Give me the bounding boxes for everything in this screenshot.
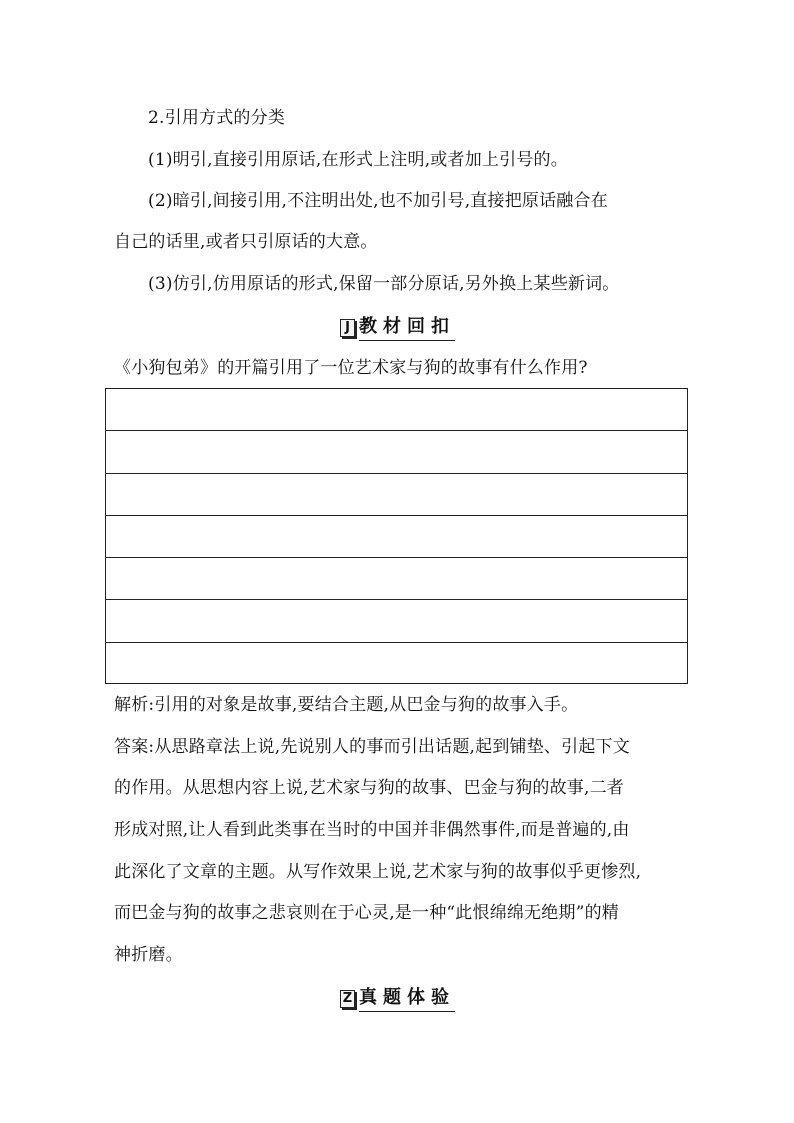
answer-line[interactable] <box>106 643 687 685</box>
section-badge-z-icon: Z <box>340 990 355 1008</box>
answer-line-5: 而巴金与狗的故事之悲哀则在于心灵,是一种“此恨绵绵无绝期”的精 <box>114 903 619 923</box>
answer-writing-box[interactable] <box>105 388 688 684</box>
answer-line[interactable] <box>106 431 687 473</box>
method-item-1: (1)明引,直接引用原话,在形式上注明,或者加上引号的。 <box>148 150 568 170</box>
answer-line[interactable] <box>106 558 687 600</box>
exam-section-title <box>340 986 455 1012</box>
textbook-section-label: 教材回扣 <box>359 315 455 341</box>
answer-line-3: 形成对照,让人看到此类事在当时的中国并非偶然事件,而是普遍的,由 <box>114 820 630 840</box>
section-badge-j-icon: J <box>340 319 355 337</box>
answer-line-4: 此深化了文章的主题。从写作效果上说,艺术家与狗的故事似乎更惨烈, <box>114 862 642 882</box>
textbook-section-title <box>340 315 455 341</box>
analysis-text: 解析:引用的对象是故事,要结合主题,从巴金与狗的故事入手。 <box>114 695 579 715</box>
answer-line-6: 神折磨。 <box>114 945 183 965</box>
answer-line-2: 的作用。从思想内容上说,艺术家与狗的故事、巴金与狗的故事,二者 <box>114 778 625 798</box>
answer-line[interactable] <box>106 474 687 516</box>
method-item-2-line-2: 自己的话里,或者只引原话的大意。 <box>114 232 378 252</box>
textbook-question: 《小狗包弟》的开篇引用了一位艺术家与狗的故事有什么作用? <box>114 358 588 378</box>
method-heading: 2.引用方式的分类 <box>148 108 286 128</box>
method-item-2-line-1: (2)暗引,间接引用,不注明出处,也不加引号,直接把原话融合在 <box>148 191 608 211</box>
answer-line-1: 答案:从思路章法上说,先说别人的事而引出话题,起到铺垫、引起下文 <box>114 737 630 757</box>
answer-line[interactable] <box>106 516 687 558</box>
method-item-3: (3)仿引,仿用原话的形式,保留一部分原话,另外换上某些新词。 <box>148 274 620 294</box>
answer-line[interactable] <box>106 389 687 431</box>
answer-line[interactable] <box>106 600 687 642</box>
exam-section-label: 真题体验 <box>359 986 455 1012</box>
